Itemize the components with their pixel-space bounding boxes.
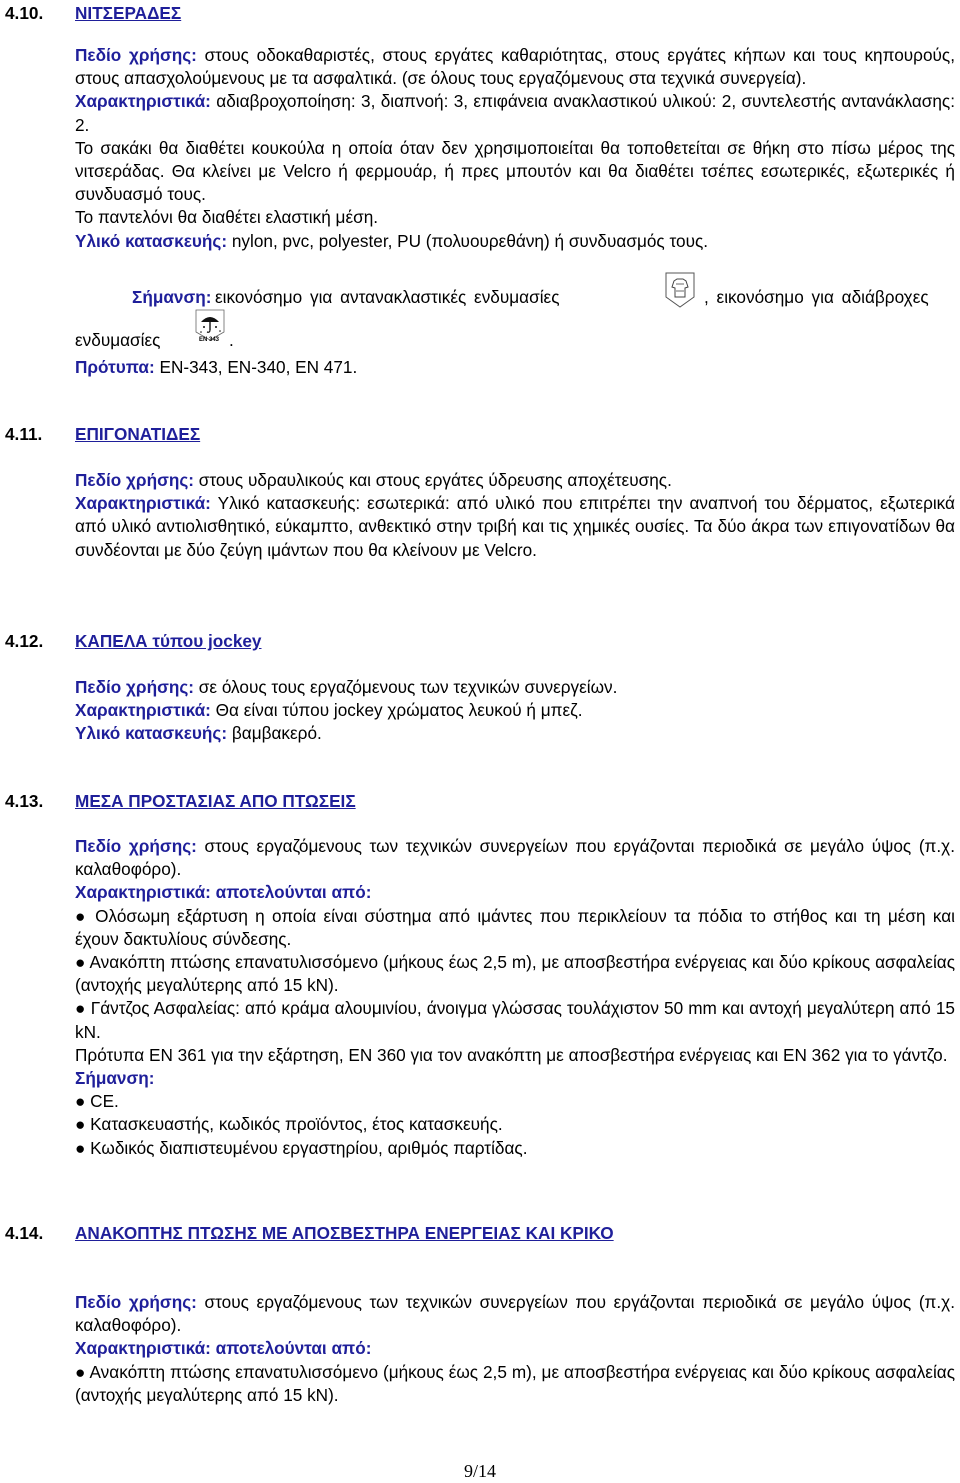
characteristics-text: Θα είναι τύπου jockey χρώματος λευκού ή μπεζ. bbox=[210, 700, 583, 721]
trousers-paragraph: Το παντελόνι θα διαθέτει ελαστική μέση. bbox=[75, 207, 379, 228]
section-title: ΕΠΙΓΟΝΑΤΙΔΕΣ bbox=[75, 424, 201, 444]
bullet-fall-arrester: ● Ανακόπτη πτώσης επανατυλισσόμενο (μήκους έως 2,5 m), με αποσβεστήρα ενέργειας και δύο κρίκους ασφαλείας (αντοχής μεγαλύτερης από 15 kN). bbox=[75, 952, 955, 996]
marking-label: Σήμανση: bbox=[132, 287, 212, 307]
bullet-harness: ● Ολόσωμη εξάρτυση η οποία είναι σύστημα από ιμάντες που περικλείουν τα πόδια το στήθος και τη μέση και έχουν δακτυλίους σύνδεσης. bbox=[75, 905, 955, 949]
use-paragraph bbox=[75, 1291, 955, 1337]
section-number: 4.14. bbox=[5, 1223, 44, 1243]
standards-paragraph: Πρότυπα EN 361 για την εξάρτηση, EN 360 για τον ανακόπτη με αποσβεστήρα ενέργειας και EN 362 για το γάντζο. bbox=[75, 1044, 948, 1065]
use-text: στους εργαζόμενους των τεχνικών συνεργείων που εργάζονται περιοδικά σε μεγάλο ύψος (π.χ. καλαθοφόρο). bbox=[75, 1292, 955, 1336]
characteristics-label: Χαρακτηριστικά: bbox=[75, 700, 211, 721]
use-paragraph bbox=[75, 469, 955, 492]
section-4-10-body bbox=[75, 44, 955, 253]
material-label: Υλικό κατασκευής: bbox=[75, 723, 228, 744]
marking-text-clothing: ενδυμασίες bbox=[75, 330, 161, 350]
waterproof-clothing-icon bbox=[193, 308, 227, 346]
section-4-11-body bbox=[75, 469, 955, 562]
section-4-13-body bbox=[75, 835, 955, 1160]
marking-label: Σήμανση: bbox=[75, 1068, 155, 1089]
section-number: 4.13. bbox=[5, 791, 44, 811]
use-label: Πεδίο χρήσης: bbox=[75, 470, 194, 490]
use-paragraph bbox=[75, 676, 955, 699]
use-text: στους υδραυλικούς και στους εργάτες ύδρευσης αποχέτευσης. bbox=[194, 470, 672, 490]
marking-bullet-manufacturer: ● Κατασκευαστής, κωδικός προϊόντος, έτος κατασκευής. bbox=[75, 1114, 503, 1135]
section-title: ΚΑΠΕΛΑ τύπου jockey bbox=[75, 631, 262, 651]
marking-bullet-ce: ● CE. bbox=[75, 1091, 119, 1112]
characteristics-paragraph bbox=[75, 492, 955, 562]
section-title: ΝΙΤΣΕΡΑΔΕΣ bbox=[75, 3, 182, 23]
marking-line bbox=[132, 283, 958, 313]
material-paragraph bbox=[75, 722, 955, 745]
marking-line-2 bbox=[75, 312, 375, 350]
bullet-safety-hook: ● Γάντζος Ασφαλείας: από κράμα αλουμινίου, άνοιγμα γλώσσας τουλάχιστον 50 mm και αντοχή μεγαλύτερη από 15 kN. bbox=[75, 998, 955, 1042]
characteristics-text: Υλικό κατασκευής: εσωτερικά: από υλικό που επιτρέπει την αναπνοή του δέρματος, εξωτερικά από υλικό αντιολισθητικό, εύκαμπτο, ανθεκτικό στην τριβή και τις χημικές ουσίες. Τα δύο άκρα των επιγονατίδων θα συνδέονται με δύο ζεύγη ιμάντων που θα κλείνουν με Velcro. bbox=[75, 493, 955, 560]
use-paragraph bbox=[75, 835, 955, 881]
standards-line bbox=[75, 356, 955, 379]
use-paragraph bbox=[75, 44, 955, 90]
section-4-14-body bbox=[75, 1291, 955, 1407]
section-4-12-body bbox=[75, 676, 955, 746]
use-text: σε όλους τους εργαζόμενους των τεχνικών συνεργείων. bbox=[194, 677, 618, 697]
material-label: Υλικό κατασκευής: bbox=[75, 230, 228, 251]
characteristics-paragraph bbox=[75, 90, 955, 136]
use-label: Πεδίο χρήσης: bbox=[75, 1292, 197, 1312]
use-text: στους οδοκαθαριστές, στους εργάτες καθαριότητας, στους εργάτες κήπων και τους κηπουρούς, στους απασχολούμενους με τα ασφαλτικά. (σε όλους τους εργαζόμενους στα τεχνικά συνεργεία). bbox=[75, 45, 955, 89]
marking-text-reflective: εικονόσημο για αντανακλαστικές ενδυμασίες bbox=[215, 287, 560, 307]
bullet-fall-arrester: ● Ανακόπτη πτώσης επανατυλισσόμενο (μήκους έως 2,5 m), με αποσβεστήρα ενέργειας και δύο κρίκους ασφαλείας (αντοχής μεγαλύτερης από 15 kN). bbox=[75, 1361, 955, 1405]
page-number: 9/14 bbox=[463, 1461, 496, 1481]
section-number: 4.10. bbox=[5, 3, 44, 23]
use-label: Πεδίο χρήσης: bbox=[75, 45, 197, 65]
marking-text-waterproof: , εικονόσημο για αδιάβροχες bbox=[704, 287, 929, 307]
jacket-paragraph: Το σακάκι θα διαθέτει κουκούλα η οποία όταν δεν χρησιμοποιείται θα τοποθετείται σε θήκη στο πίσω μέρος της νιτσεράδας. Θα κλείνει με Velcro ή φερμουάρ, ή πρες μπουτόν και θα διαθέτει τσέπες εσωτερικές, εξωτερικές ή συνδυασμό τους. bbox=[75, 137, 955, 205]
material-paragraph bbox=[75, 230, 955, 253]
characteristics-paragraph bbox=[75, 699, 955, 722]
standards-label: Πρότυπα: bbox=[75, 357, 155, 377]
characteristics-label: Χαρακτηριστικά: αποτελούνται από: bbox=[75, 882, 372, 903]
standards-text: EN-343, EN-340, EN 471. bbox=[154, 357, 358, 377]
reflective-clothing-icon bbox=[662, 271, 698, 309]
marking-bullet-lab: ● Κωδικός διαπιστευμένου εργαστηρίου, αριθμός παρτίδας. bbox=[75, 1137, 528, 1158]
section-title: ΜΕΣΑ ΠΡΟΣΤΑΣΙΑΣ ΑΠΟ ΠΤΩΣΕΙΣ bbox=[75, 791, 356, 811]
material-text: nylon, pvc, polyester, PU (πολυουρεθάνη) ή συνδυασμός τους. bbox=[227, 230, 709, 251]
marking-text-period: . bbox=[229, 330, 234, 350]
characteristics-label: Χαρακτηριστικά: bbox=[75, 91, 211, 112]
section-number: 4.11. bbox=[5, 424, 43, 444]
section-title: ΑΝΑΚΟΠΤΗΣ ΠΤΩΣΗΣ ΜΕ ΑΠΟΣΒΕΣΤΗΡΑ ΕΝΕΡΓΕΙΑΣ ΚΑΙ ΚΡΙΚΟ bbox=[75, 1223, 614, 1243]
section-number: 4.12. bbox=[5, 631, 44, 651]
use-label: Πεδίο χρήσης: bbox=[75, 677, 194, 697]
use-label: Πεδίο χρήσης: bbox=[75, 836, 197, 856]
use-text: στους εργαζόμενους των τεχνικών συνεργείων που εργάζονται περιοδικά σε μεγάλο ύψος (π.χ. καλαθοφόρο). bbox=[75, 836, 955, 880]
characteristics-label: Χαρακτηριστικά: αποτελούνται από: bbox=[75, 1338, 372, 1359]
material-text: βαμβακερό. bbox=[227, 723, 322, 744]
en343-icon-label: EN 343 bbox=[199, 337, 220, 343]
characteristics-label: Χαρακτηριστικά: bbox=[75, 493, 211, 514]
characteristics-text: αδιαβροχοποίηση: 3, διαπνοή: 3, επιφάνεια ανακλαστικού υλικού: 2, συντελεστής αντανάκλασης: 2. bbox=[75, 91, 955, 135]
